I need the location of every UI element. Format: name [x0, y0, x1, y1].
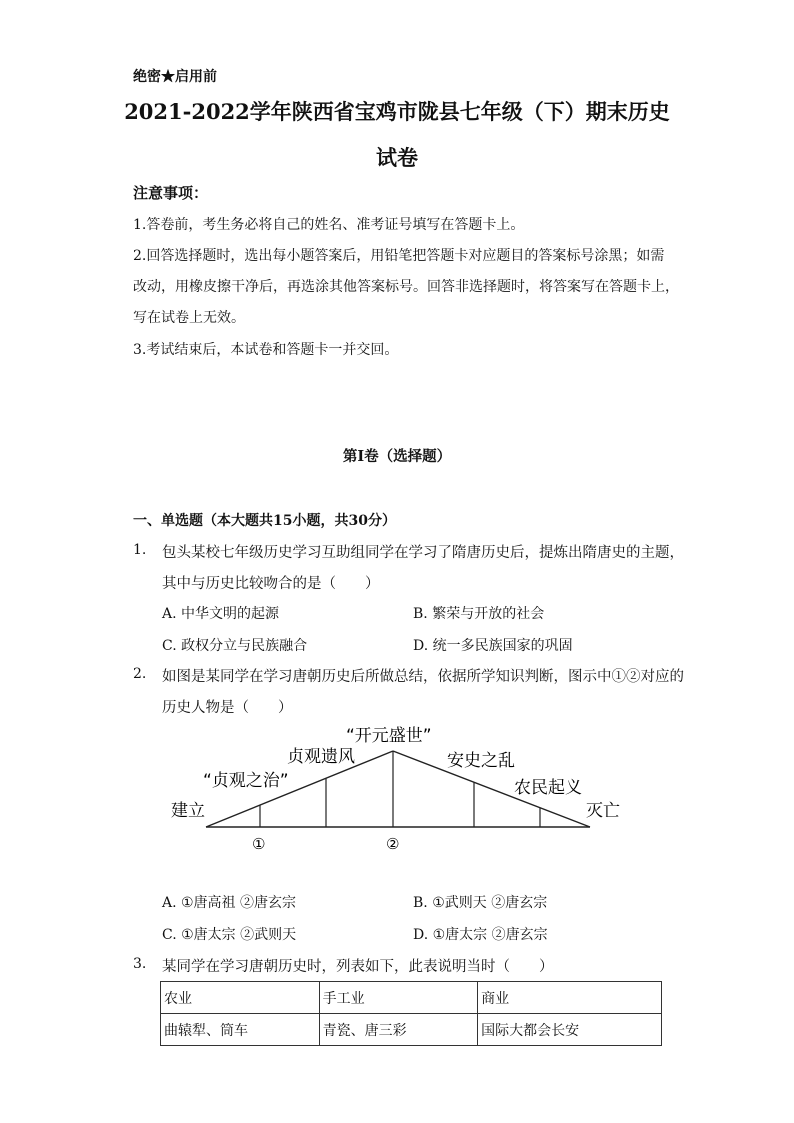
notice-heading: 注意事项：: [133, 184, 209, 202]
question-stem: 包头某校七年级历史学习互助组同学在学习了隋唐历史后，提炼出隋唐史的主题，: [162, 545, 684, 561]
data-table: [160, 981, 662, 1046]
table-header-cell: 手工业: [319, 982, 478, 1014]
notice-line: 1.答卷前，考生务必将自己的姓名、准考证号填写在答题卡上。: [133, 217, 525, 233]
table-header-cell: 商业: [478, 982, 662, 1014]
question-number: 2.: [133, 666, 147, 682]
label-zhenguan-rule: “贞观之治”: [203, 771, 289, 791]
exam-title-line1: 2021-2022学年陕西省宝鸡市陇县七年级（下）期末历史: [124, 99, 670, 124]
question-number: 3.: [133, 956, 147, 972]
notice-line: 3.考试结束后，本试卷和答题卡一并交回。: [133, 342, 399, 358]
mark-1: ①: [252, 835, 266, 853]
mark-2: ②: [386, 835, 400, 853]
option-b: B. ①武则天 ②唐玄宗: [413, 895, 548, 911]
tang-dynasty-diagram: [150, 715, 630, 860]
question-stem: 历史人物是（ ）: [162, 700, 293, 716]
notice-line: 写在试卷上无效。: [133, 310, 245, 326]
label-founded: 建立: [171, 801, 205, 821]
notice-line: 改动，用橡皮擦干净后，再选涂其他答案标号。回答非选择题时，将答案写在答题卡上，: [133, 279, 679, 295]
option-d: D. 统一多民族国家的巩固: [413, 638, 573, 654]
option-a: A. ①唐高祖 ②唐玄宗: [162, 895, 297, 911]
option-a: A. 中华文明的起源: [162, 606, 280, 622]
table-cell: 曲辕犁、筒车: [161, 1014, 320, 1046]
table-row: [161, 1014, 662, 1046]
option-c: C. 政权分立与民族融合: [162, 638, 308, 654]
notice-line: 2.回答选择题时，选出每小题答案后，用铅笔把答题卡对应题目的答案标号涂黑；如需: [133, 248, 665, 264]
table-header-cell: 农业: [161, 982, 320, 1014]
table-cell: 青瓷、唐三彩: [319, 1014, 478, 1046]
question-stem: 其中与历史比较吻合的是（ ）: [162, 576, 380, 592]
label-zhenguan-legacy: 贞观遗风: [287, 747, 355, 767]
option-d: D. ①唐太宗 ②唐玄宗: [413, 927, 548, 943]
label-fall: 灭亡: [586, 801, 620, 821]
confidential-mark: 绝密★启用前: [133, 69, 217, 85]
part-title: 第I卷（选择题）: [342, 448, 452, 465]
label-peasant: 农民起义: [514, 778, 582, 798]
exam-title-line2: 试卷: [376, 145, 418, 170]
option-c: C. ①唐太宗 ②武则天: [162, 927, 297, 943]
section-title: 一、单选题（本大题共15小题，共30分）: [133, 513, 396, 529]
question-stem: 某同学在学习唐朝历史时，列表如下，此表说明当时（ ）: [162, 959, 554, 975]
option-b: B. 繁荣与开放的社会: [413, 606, 545, 622]
label-anshi: 安史之乱: [447, 751, 515, 771]
table-header-row: [161, 982, 662, 1014]
label-kaiyuan: “开元盛世”: [346, 726, 432, 746]
question-number: 1.: [133, 542, 147, 558]
table-cell: 国际大都会长安: [478, 1014, 662, 1046]
question-stem: 如图是某同学在学习唐朝历史后所做总结，依据所学知识判断，图示中①②对应的: [162, 669, 684, 685]
